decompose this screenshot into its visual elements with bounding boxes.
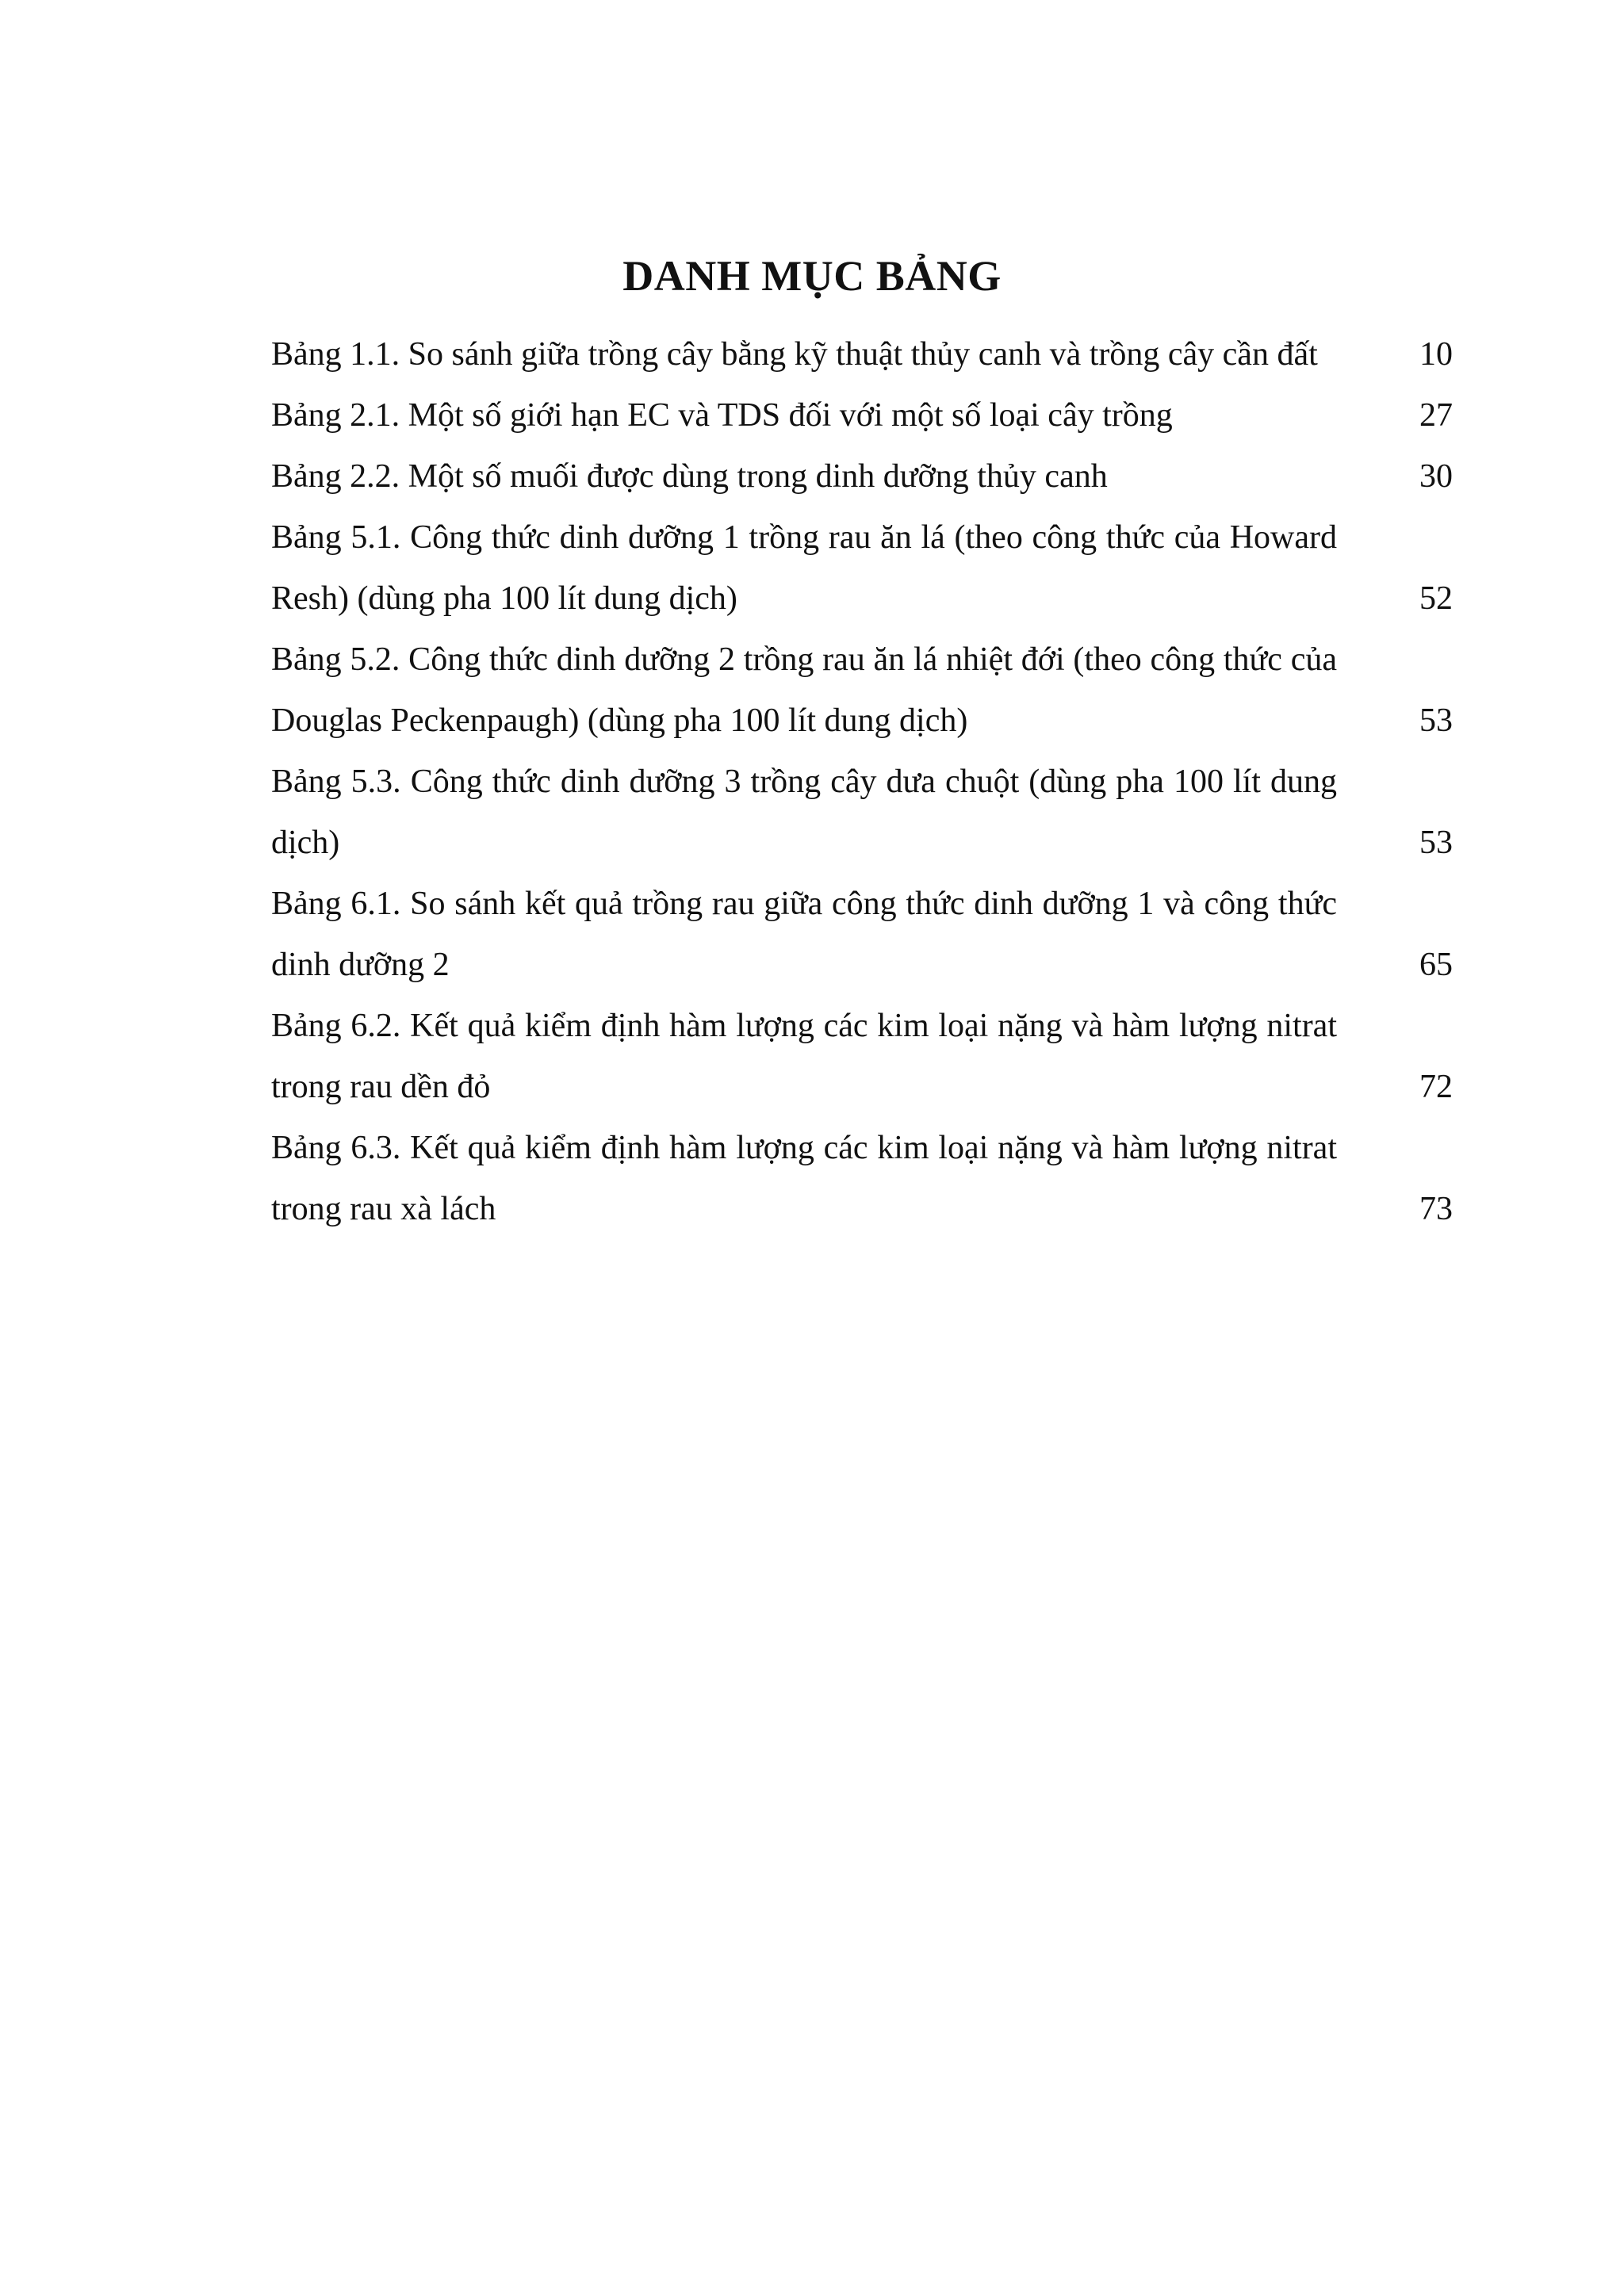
entry-title: Bảng 6.1. So sánh kết quả trồng rau giữa công thức dinh dưỡng 1 và công thức dinh dưỡng 2 bbox=[271, 886, 1337, 983]
entry-title: Bảng 6.2. Kết quả kiểm định hàm lượng các kim loại nặng và hàm lượng nitrat trong rau dền đỏ bbox=[271, 1008, 1337, 1105]
list-item bbox=[271, 752, 1453, 874]
entry-page-number: 27 bbox=[1419, 397, 1453, 434]
entry-title: Bảng 5.2. Công thức dinh dưỡng 2 trồng rau ăn lá nhiệt đới (theo công thức của Douglas Peckenpaugh) (dùng pha 100 lít dung dịch) bbox=[271, 641, 1337, 739]
table-list bbox=[271, 324, 1453, 1240]
entry-page-number: 30 bbox=[1419, 458, 1453, 495]
entry-page-number: 65 bbox=[1419, 947, 1453, 983]
entry-title: Bảng 2.2. Một số muối được dùng trong dinh dưỡng thủy canh bbox=[271, 458, 1108, 495]
list-item bbox=[271, 996, 1453, 1118]
list-item bbox=[271, 1118, 1453, 1240]
list-item bbox=[271, 385, 1453, 446]
entry-title: Bảng 2.1. Một số giới hạn EC và TDS đối với một số loại cây trồng bbox=[271, 397, 1173, 434]
entry-page-number: 10 bbox=[1419, 336, 1453, 373]
list-item bbox=[271, 629, 1453, 752]
list-item bbox=[271, 446, 1453, 507]
entry-title: Bảng 5.3. Công thức dinh dưỡng 3 trồng cây dưa chuột (dùng pha 100 lít dung dịch) bbox=[271, 763, 1337, 861]
entry-title: Bảng 6.3. Kết quả kiểm định hàm lượng các kim loại nặng và hàm lượng nitrat trong rau xà lách bbox=[271, 1130, 1337, 1227]
entry-page-number: 52 bbox=[1419, 580, 1453, 617]
list-item bbox=[271, 324, 1453, 385]
list-item bbox=[271, 507, 1453, 629]
entry-title: Bảng 1.1. So sánh giữa trồng cây bằng kỹ thuật thủy canh và trồng cây cần đất bbox=[271, 336, 1318, 373]
page-title: DANH MỤC BẢNG bbox=[622, 252, 1002, 300]
entry-page-number: 53 bbox=[1419, 825, 1453, 861]
entry-page-number: 72 bbox=[1419, 1069, 1453, 1105]
entry-title: Bảng 5.1. Công thức dinh dưỡng 1 trồng rau ăn lá (theo công thức của Howard Resh) (dùng pha 100 lít dung dịch) bbox=[271, 519, 1337, 617]
entry-page-number: 73 bbox=[1419, 1191, 1453, 1227]
entry-page-number: 53 bbox=[1419, 702, 1453, 739]
list-item bbox=[271, 874, 1453, 996]
